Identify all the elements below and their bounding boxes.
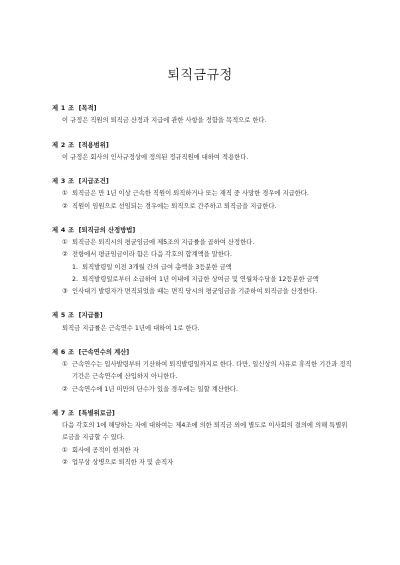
article-heading — [52, 176, 352, 188]
article-number: 제 3 조 — [52, 178, 75, 186]
article-item — [52, 359, 352, 383]
article-heading — [52, 408, 352, 420]
item-text: 퇴직금은 퇴직시의 평균임금에 제5조의 지급률을 곱하여 산정한다. — [72, 239, 255, 247]
article-number: 제 2 조 — [52, 141, 75, 149]
article-item — [52, 188, 352, 200]
document-title: 퇴직금규정 — [167, 68, 233, 83]
item-marker: 1. — [72, 263, 79, 271]
item-marker: ① — [62, 239, 68, 247]
item-marker: ② — [62, 251, 68, 259]
item-marker: ① — [62, 190, 68, 198]
item-marker: ③ — [62, 288, 68, 295]
article-item — [52, 201, 352, 213]
article-number: 제 7 조 — [52, 409, 75, 417]
item-text: 인사대기 발령자가 면직되었을 때는 면직 당시의 평균임금을 기준하여 퇴직금을 산정한다. — [72, 288, 318, 295]
article-name: [퇴직금의 산정방법] — [78, 226, 136, 234]
article-item — [52, 237, 352, 249]
document-body — [52, 103, 352, 469]
article-3 — [52, 176, 352, 213]
article-heading — [52, 347, 352, 359]
article-6 — [52, 347, 352, 396]
article-item — [52, 445, 352, 457]
item-text: 근속연수는 입사발령부터 기산하여 퇴직발령일까지로 한다. 다만, 일신상의 사유로 휴직한 기간과 정직기간은 근속연수에 산입하지 아니한다. — [72, 361, 352, 381]
article-paragraph: 다음 각호의 1에 해당하는 자에 대하여는 제4조에 의한 퇴직금 외에 별도로 이사회의 결의에 의해 특별위로금을 지급할 수 있다. — [62, 422, 348, 442]
item-text: 업무상 상병으로 퇴직한 자 및 순직자 — [72, 458, 174, 466]
article-name: [지급조건] — [78, 178, 109, 186]
item-marker: 2. — [72, 275, 79, 283]
article-heading — [52, 103, 352, 115]
item-text: 퇴직발령일 이전 3개월 간의 급여 총액을 3등분한 금액 — [82, 263, 232, 271]
item-marker: ② — [62, 385, 68, 393]
article-number: 제 1 조 — [52, 105, 75, 112]
article-7 — [52, 408, 352, 469]
item-marker: ① — [62, 361, 68, 369]
article-name: [적용범위] — [78, 141, 109, 149]
article-name: [근속연수의 계산] — [78, 348, 130, 356]
article-item — [52, 384, 352, 396]
article-subitem — [52, 262, 352, 274]
article-1 — [52, 103, 352, 127]
article-number: 제 4 조 — [52, 226, 75, 234]
article-5 — [52, 310, 352, 334]
item-marker: ② — [62, 202, 68, 210]
item-text: 퇴직발령일로부터 소급하여 1년 이내에 지급한 상여금 및 연월차수당을 12등분한 금액 — [82, 275, 319, 283]
item-text: 직원이 임원으로 선임되는 경우에는 퇴직으로 간주하고 퇴직금을 지급한다. — [72, 202, 277, 210]
article-paragraph: 이 규정은 회사의 인사규정상에 정의된 정규직원에 대하여 적용한다. — [62, 153, 249, 161]
item-text: 회사에 공적이 현저한 자 — [72, 446, 139, 454]
article-paragraph: 이 규정은 직원의 퇴직금 산정과 지급에 관한 사항을 정함을 목적으로 한다. — [62, 117, 267, 125]
article-number: 제 5 조 — [52, 312, 75, 320]
article-heading — [52, 225, 352, 237]
item-text: 퇴직금은 만 1년 이상 근속한 직원이 퇴직하거나 또는 재직 중 사망한 경우에 지급한다. — [72, 190, 309, 198]
article-name: [지급률] — [78, 312, 103, 320]
article-2 — [52, 140, 352, 164]
article-name: [특별위로금] — [78, 409, 115, 417]
article-4 — [52, 225, 352, 298]
item-text: 전항에서 평균임금이라 함은 다음 각호의 합계액을 말한다. — [72, 251, 232, 259]
item-marker: ② — [62, 458, 68, 466]
article-paragraph: 퇴직금 지급률은 근속연수 1년에 대하여 1로 한다. — [62, 324, 200, 332]
article-item — [52, 457, 352, 469]
item-marker: ① — [62, 446, 68, 454]
article-name: [목적] — [78, 105, 97, 112]
item-text: 근속연수에 1년 미만의 단수가 있을 경우에는 일할 계산한다. — [72, 385, 239, 393]
article-number: 제 6 조 — [52, 348, 75, 356]
article-heading — [52, 140, 352, 152]
article-subitem — [52, 274, 352, 286]
article-item — [52, 249, 352, 261]
article-item — [52, 286, 352, 298]
article-heading — [52, 310, 352, 322]
